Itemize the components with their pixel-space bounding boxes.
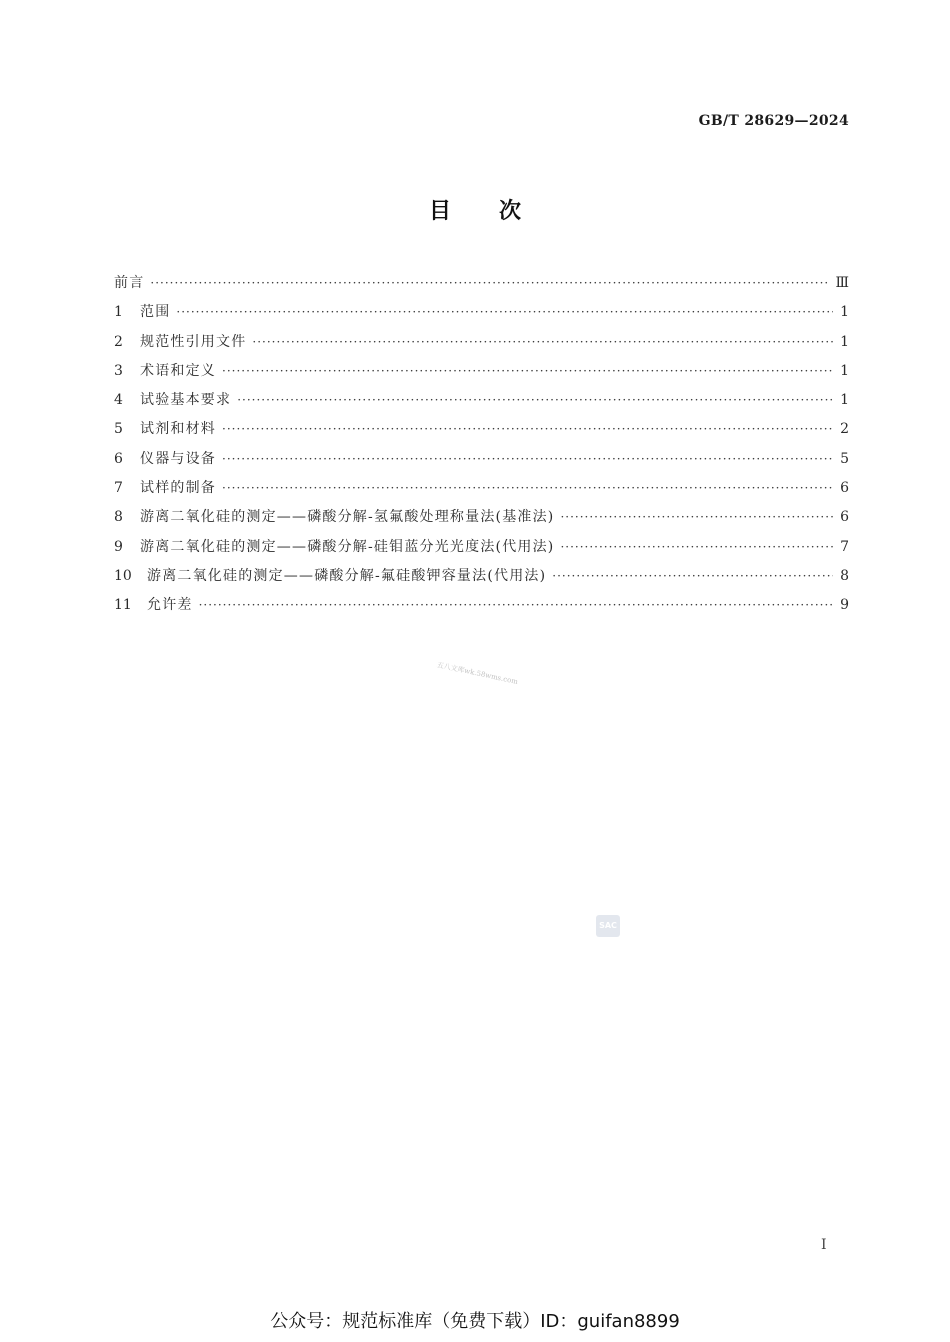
toc-entry-label: 试验基本要求 <box>140 392 232 409</box>
toc-entry-label: 游离二氧化硅的测定——磷酸分解-氢氟酸处理称量法(基准法) <box>140 509 555 526</box>
toc-entry-4[interactable] <box>114 389 849 418</box>
toc-entry-label: 范围 <box>140 304 171 321</box>
toc-leader-dots <box>560 510 833 524</box>
toc-entry-label: 术语和定义 <box>140 362 216 379</box>
footer-note: 公众号：规范标准库（免费下载）ID：guifan8899 <box>270 1311 680 1332</box>
toc-entry-2[interactable] <box>114 331 849 360</box>
toc-entry-number: 7 <box>114 480 123 497</box>
toc-entry-7[interactable] <box>114 477 849 506</box>
toc-entry-page: 1 <box>840 333 849 350</box>
toc-leader-dots <box>199 598 833 612</box>
toc-entry-number: 5 <box>114 421 123 438</box>
toc-entry-number: 3 <box>114 362 123 379</box>
toc-leader-dots <box>252 335 833 349</box>
toc-entry-number: 4 <box>114 392 123 409</box>
toc-entry-6[interactable] <box>114 448 849 477</box>
toc-entry-number: 9 <box>114 538 123 555</box>
toc-entry-label: 试剂和材料 <box>140 421 216 438</box>
toc-entry-label: 允许差 <box>147 597 193 614</box>
toc-leader-dots <box>552 569 833 583</box>
toc-entry-page: 8 <box>840 567 849 584</box>
toc-entry-1[interactable] <box>114 301 849 330</box>
toc-leader-dots <box>237 393 833 407</box>
toc-entry-foreword[interactable] <box>114 272 849 301</box>
toc-entry-3[interactable] <box>114 360 849 389</box>
toc-entry-page: 1 <box>840 392 849 409</box>
toc-entry-label: 试样的制备 <box>140 480 216 497</box>
toc-entry-page: 5 <box>840 450 849 467</box>
toc-entry-label: 前言 <box>114 275 145 291</box>
toc-entry-number: 6 <box>114 450 123 467</box>
toc-entry-label: 游离二氧化硅的测定——磷酸分解-氟硅酸钾容量法(代用法) <box>147 567 547 584</box>
toc-entry-page: 1 <box>840 362 849 379</box>
watermark-text: 五八文库wk.58wms.com <box>436 660 519 686</box>
toc-entry-page: 9 <box>840 597 849 614</box>
toc-entry-8[interactable] <box>114 506 849 535</box>
toc-entry-10[interactable] <box>114 565 849 594</box>
toc-entry-label: 仪器与设备 <box>140 450 216 467</box>
toc-entry-number: 10 <box>114 567 132 584</box>
page-number: I <box>821 1237 827 1253</box>
toc-leader-dots <box>222 452 833 466</box>
toc-entry-11[interactable] <box>114 594 849 623</box>
toc-leader-dots <box>222 422 833 436</box>
toc-entry-page: 6 <box>840 480 849 497</box>
toc-leader-dots <box>222 364 833 378</box>
sac-logo-icon: SAC <box>596 915 620 937</box>
toc-entry-5[interactable] <box>114 418 849 447</box>
toc-entry-page: 6 <box>840 509 849 526</box>
toc-title: 目次 <box>428 199 569 224</box>
toc-leader-dots <box>560 540 833 554</box>
toc-entry-number: 11 <box>114 597 132 614</box>
toc-entry-page: 7 <box>840 538 849 555</box>
toc-entry-label: 规范性引用文件 <box>140 333 247 350</box>
toc-leader-dots <box>176 305 833 319</box>
toc-entry-9[interactable] <box>114 536 849 565</box>
standard-code: GB/T 28629—2024 <box>698 113 849 129</box>
toc-entry-number: 2 <box>114 333 123 350</box>
toc-entry-label: 游离二氧化硅的测定——磷酸分解-硅钼蓝分光光度法(代用法) <box>140 538 555 555</box>
toc-entry-page: 1 <box>840 304 849 321</box>
toc-entry-number: 1 <box>114 304 123 321</box>
toc-leader-dots <box>150 276 829 290</box>
toc-entry-page: Ⅲ <box>835 275 849 291</box>
table-of-contents <box>114 272 849 624</box>
toc-entry-page: 2 <box>840 421 849 438</box>
toc-entry-number: 8 <box>114 509 123 526</box>
toc-leader-dots <box>222 481 833 495</box>
